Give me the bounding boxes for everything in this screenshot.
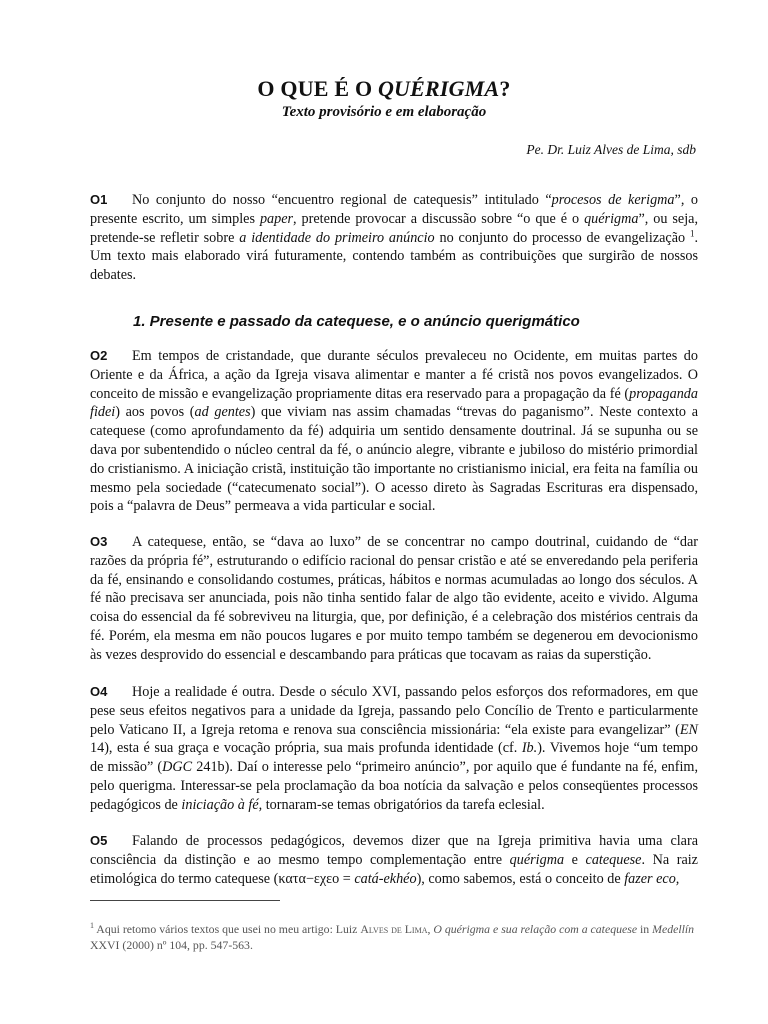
greek-term: κατα−εχεο (278, 870, 340, 887)
paragraph-number: O4 (90, 684, 108, 699)
title-emphasis: QUÉRIGMA (377, 76, 500, 101)
emphasis-run: catá-ekhéo (354, 870, 417, 887)
paragraph-o5 (90, 832, 698, 888)
emphasis-run: procesos de kerigma (551, 192, 675, 208)
text-run: ”, o presente escrito, um simples (90, 192, 698, 227)
title-suffix: ? (499, 76, 511, 101)
emphasis-run: ad gentes (194, 404, 251, 421)
emphasis-run: catequese (585, 851, 642, 868)
emphasis-run: propaganda fidei (90, 385, 698, 421)
author-line: Pe. Dr. Luiz Alves de Lima, sdb (526, 142, 696, 157)
paragraph-o2 (90, 347, 698, 516)
section-heading-1: 1. Presente e passado da catequese, e o anúncio querigmático (133, 313, 580, 330)
paragraph-o3 (90, 533, 698, 665)
text-run: A catequese, então, se “dava ao luxo” de se concentrar no campo doutrinal, cuidando de “dar razões da própria fé”, estruturando o edifício racional do pensar cristão e até se enveredando pela periferia da fé, ensinando e consolidando costumes, práticas, hábitos e normas acumuladas ao longo dos séculos. A fé não precisava ser anunciada, pois não tinha sentido falar de algo tão evidente, aceito e vivido. Alguma coisa do essencial da fé sobreviveu na liturgia, que, por definição, é a celebração dos mistérios centrais da fé. Porém, ela mesma em não poucos lugares e por muito tempo também se degenerou em devocionismo às vezes desprovido do essencial e descambando para práticas que tocavam as raias da superstição. (90, 534, 698, 663)
text-run: XXVI (2000) nº 104, pp. 547-563. (90, 937, 253, 952)
title-prefix: O QUE É O (257, 76, 378, 101)
emphasis-run: quérigma (509, 851, 565, 868)
text-run: Em tempos de cristandade, que durante séculos prevaleceu no Ocidente, em muitas partes do Oriente e da África, a ação da Igreja visava alimentar e manter a fé cristã nos povos evangelizados. O conceito de missão e evangelização propriamente ditas era reservado para a propagação da fé ( (90, 348, 698, 402)
text-run: ”, ou seja, pretende-se refletir sobre (90, 210, 698, 246)
paragraph-number: O5 (90, 833, 108, 848)
emphasis-run: fazer eco, (624, 870, 680, 887)
text-run: tornaram-se temas obrigatórios da tarefa eclesial. (262, 796, 545, 813)
emphasis-run: EN (679, 721, 698, 738)
small-caps-run: Alves de Lima (360, 921, 428, 936)
paragraph-number: O1 (90, 192, 108, 207)
emphasis-run: iniciação à fé, (181, 796, 263, 813)
paragraph-number: O3 (90, 534, 108, 549)
text-run: . Na raiz etimológica do termo catequese ( (90, 851, 698, 887)
footnote-1 (90, 918, 702, 953)
text-run: . Um texto mais elaborado virá futuramente, contendo também as contribuições que surgirão de nossos debates. (90, 229, 698, 284)
text-run: ) aos povos ( (115, 404, 195, 421)
subtitle: Texto provisório e em elaboração (281, 104, 487, 120)
emphasis-run: Medellín (652, 921, 695, 936)
text-run: ) que viviam nas assim chamadas “trevas do paganismo”. Neste contexto a catequese (como aprofundamento da fé) adquiria um sentido densamente doutrinal. Já se supunha ou se dava por subentendido o núcleo central da fé, o anúncio alegre, vibrante e jubiloso do mistério primordial do cristianismo. A iniciação cristã, instituição tão importante no cristianismo inicial, era feita na família ou mesmo pela sociedade (“catecumenato social”). O acesso direto às Sagradas Escrituras era dispensado, pois a “palavra de Deus” permeava a vida particular e social. (90, 404, 698, 515)
text-run: e (564, 851, 586, 868)
text-run: no conjunto do processo de evangelização (434, 229, 690, 246)
paragraph-o1 (90, 191, 698, 285)
emphasis-run: a identidade do primeiro anúncio (239, 229, 435, 246)
text-run: No conjunto do nosso “encuentro regional de catequesis” intitulado “ (132, 192, 552, 208)
paragraph-o4 (90, 683, 698, 815)
emphasis-run: paper (259, 210, 294, 227)
text-run: Aqui retomo vários textos que usei no meu artigo: Luiz (94, 921, 361, 936)
footnote-number: 1 (90, 921, 94, 930)
emphasis-run: DGC (162, 759, 193, 776)
text-run: 241b). Daí o interesse pelo “primeiro anúncio”, por aquilo que é fundante na fé, enfim, pelo querigma. Interessar-se pela proclamação da boa notícia da salvação e pelos conseqüentes processos pedagógicos de (90, 759, 698, 813)
page-title (0, 76, 768, 102)
footnote-separator (90, 900, 280, 901)
text-run: ). Vivemos hoje “um tempo de missão” ( (90, 740, 698, 776)
emphasis-run: O quérigma e sua relação com a catequese (433, 921, 638, 936)
emphasis-run: Ib. (521, 740, 538, 757)
text-run: , pretende provocar a discussão sobre “o que é o (293, 210, 585, 227)
text-run: ), como sabemos, está o conceito de (416, 870, 625, 887)
footnote-reference[interactable]: 1 (689, 227, 695, 238)
emphasis-run: quérigma (584, 210, 639, 227)
text-run: Falando de processos pedagógicos, devemos dizer que na Igreja primitiva havia uma clara consciência da distinção e ao mesmo tempo complementação entre (90, 833, 698, 868)
text-run: Hoje a realidade é outra. Desde o século XVI, passando pelos esforços dos reformadores, em que pese seus efeitos negativos para a unidade da Igreja, passando pelo Concílio de Trento e particularmente pelo Vaticano II, a Igreja retoma e renova sua consciência missionária: “ela existe para evangelizar” ( (90, 684, 698, 738)
text-run: = (339, 870, 355, 887)
text-run: , (427, 921, 434, 936)
text-run: 14), esta é sua graça e vocação própria, sua mais profunda identidade (cf. (90, 740, 522, 757)
paragraph-number: O2 (90, 348, 108, 363)
text-run: in (637, 921, 653, 936)
